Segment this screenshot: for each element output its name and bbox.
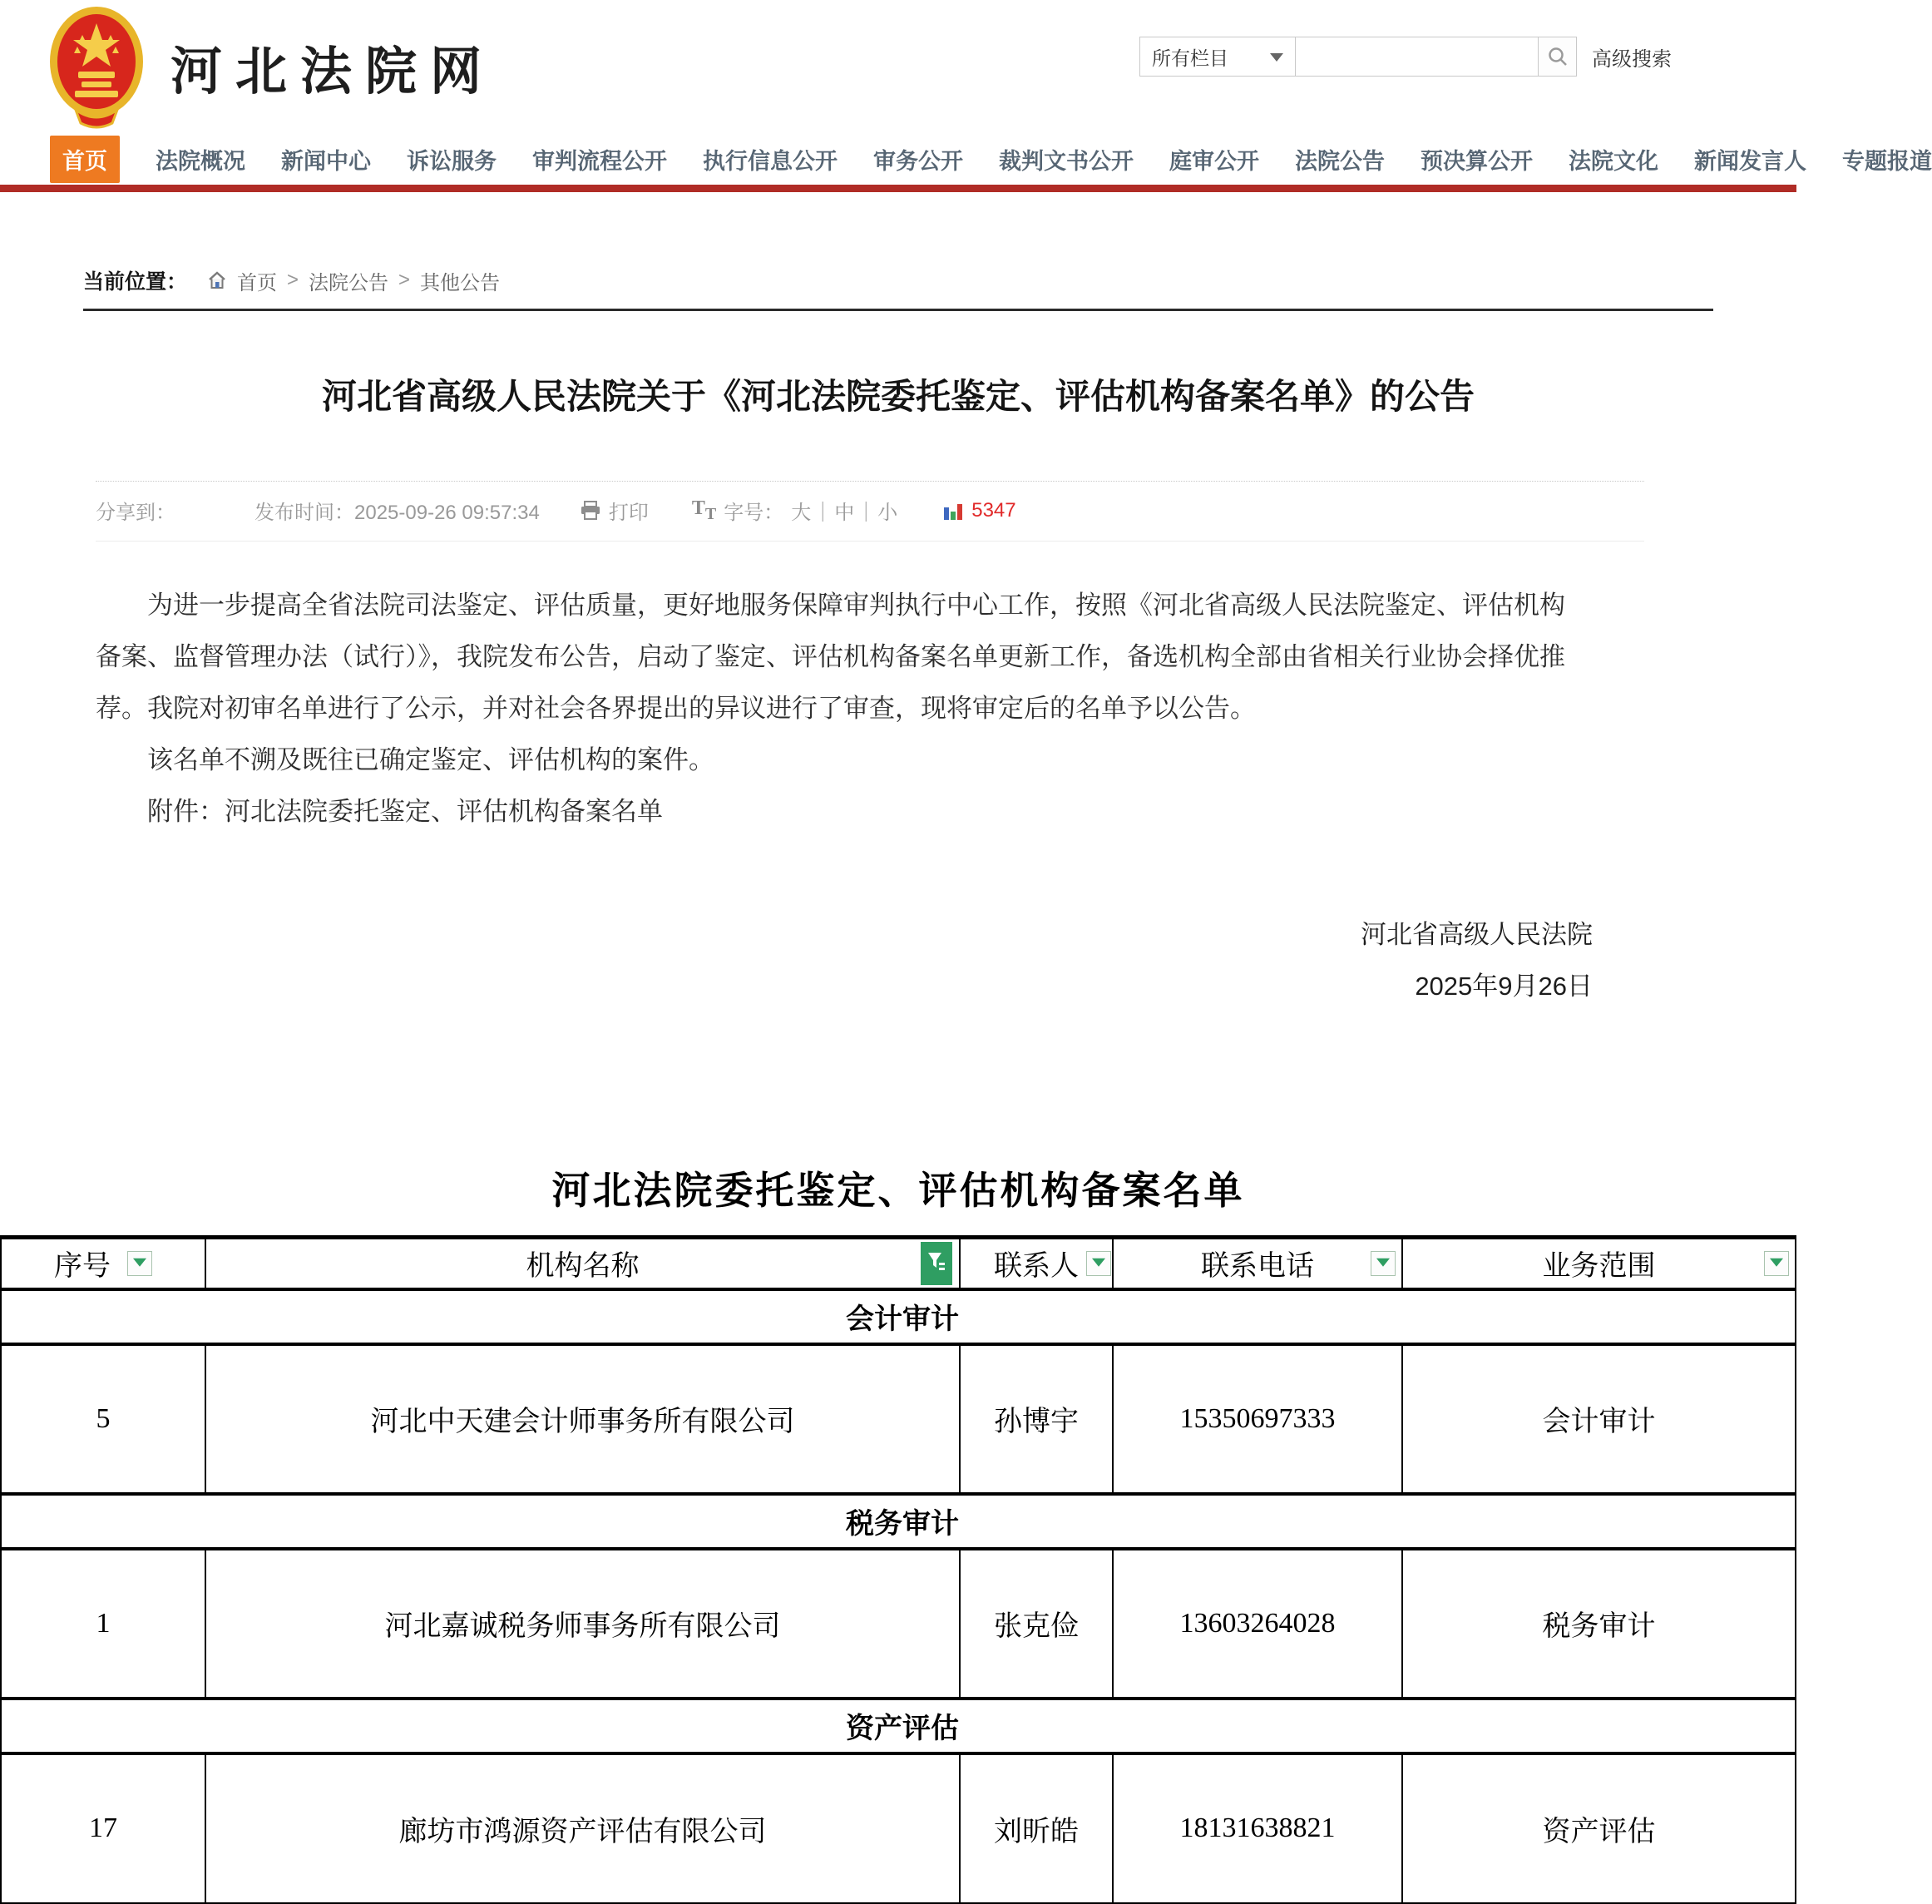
breadcrumb-home[interactable]: 首页: [237, 271, 278, 294]
cell-org-name: 河北中天建会计师事务所有限公司: [205, 1344, 960, 1494]
article-body: [96, 580, 1569, 838]
site-header: [0, 0, 1796, 133]
national-emblem-logo: [47, 5, 146, 128]
group-row-accounting-audit: [1, 1289, 1796, 1344]
view-count-icon: [942, 500, 964, 522]
column-header-business-scope: 业务范围: [1402, 1238, 1796, 1289]
nav-item-court-overview[interactable]: 法院概况: [156, 148, 245, 174]
cell-phone: 18131638821: [1113, 1753, 1402, 1903]
group-label: 税务审计: [1, 1494, 1796, 1549]
filter-dropdown-icon[interactable]: [1086, 1251, 1111, 1276]
group-row-asset-appraisal: [1, 1699, 1796, 1753]
search-button[interactable]: [1539, 37, 1577, 77]
attachment-link[interactable]: 附件：河北法院委托鉴定、评估机构备案名单: [147, 797, 663, 826]
search-icon: [1547, 46, 1569, 67]
signature-date: 2025年9月26日: [1415, 972, 1593, 1001]
advanced-search-link[interactable]: 高级搜索: [1592, 47, 1672, 71]
cell-business-scope: 资产评估: [1402, 1753, 1796, 1903]
column-header-org-name: 机构名称: [205, 1238, 960, 1289]
breadcrumb-label: 当前位置：: [83, 270, 188, 294]
share-label[interactable]: 分享到：: [96, 502, 175, 524]
nav-item-court-culture[interactable]: 法院文化: [1569, 148, 1658, 174]
nav-item-litigation-service[interactable]: 诉讼服务: [407, 148, 497, 174]
publish-time-value: 2025-09-26 09:57:34: [354, 502, 540, 524]
paragraph: 该名单不溯及既往已确定鉴定、评估机构的案件。: [147, 745, 714, 774]
cell-org-name: 廊坊市鸿源资产评估有限公司: [205, 1753, 960, 1903]
publish-time: [254, 496, 540, 525]
table-row: [1, 1549, 1796, 1699]
cell-contact: 张克俭: [960, 1549, 1113, 1699]
cell-business-scope: 会计审计: [1402, 1344, 1796, 1494]
cell-index: 17: [1, 1753, 205, 1903]
font-size-options[interactable]: 大｜中｜小: [791, 502, 900, 524]
nav-item-court-announcements[interactable]: 法院公告: [1295, 148, 1385, 174]
breadcrumb: [83, 265, 1713, 295]
nav-item-trial-process[interactable]: 审判流程公开: [532, 148, 667, 174]
search-input[interactable]: [1296, 37, 1539, 77]
article-signature: [0, 909, 1796, 1012]
view-count: [942, 499, 1015, 522]
nav-item-spokesperson[interactable]: 新闻发言人: [1694, 148, 1806, 174]
home-icon: [207, 270, 227, 290]
search-category-select[interactable]: [1139, 37, 1296, 77]
article-meta-bar: [96, 481, 1644, 542]
nav-item-budget[interactable]: 预决算公开: [1421, 148, 1533, 174]
filter-dropdown-icon[interactable]: [1371, 1251, 1396, 1276]
paragraph: 为进一步提高全省法院司法鉴定、评估质量，更好地服务保障审判执行中心工作，按照《河北省高级人民法院鉴定、评估机构备案、监督管理办法（试行）》，我院发布公告，启动了鉴定、评估机构备案名单更新工作，备选机构全部由省相关行业协会择优推荐。我院对初审名单进行了公示，并对社会各界提出的异议进行了审查，现将审定后的名单予以公告。: [96, 591, 1565, 723]
article-title: 河北省高级人民法院关于《河北法院委托鉴定、评估机构备案名单》的公告: [321, 377, 1475, 416]
cell-org-name: 河北嘉诚税务师事务所有限公司: [205, 1549, 960, 1699]
group-row-tax-audit: [1, 1494, 1796, 1549]
view-count-value: 5347: [971, 498, 1016, 522]
header-divider-bar: [0, 185, 1796, 192]
cell-phone: 15350697333: [1113, 1344, 1402, 1494]
column-header-index: 序号: [1, 1238, 205, 1289]
nav-item-special-reports[interactable]: 专题报道: [1842, 148, 1932, 174]
breadcrumb-divider: [83, 309, 1713, 311]
chevron-down-icon: [1270, 53, 1283, 68]
nav-item-news-center[interactable]: 新闻中心: [281, 148, 371, 174]
roster-table: [0, 1235, 1796, 1904]
search-bar: [1139, 37, 1672, 77]
cell-contact: 刘昕皓: [960, 1753, 1113, 1903]
group-label: 资产评估: [1, 1699, 1796, 1753]
cell-phone: 13603264028: [1113, 1549, 1402, 1699]
cell-contact: 孙博宇: [960, 1344, 1113, 1494]
signature-org: 河北省高级人民法院: [1361, 920, 1593, 949]
nav-item-judgment-documents[interactable]: 裁判文书公开: [999, 148, 1134, 174]
site-title: 河北法院网: [170, 43, 496, 101]
font-size-label: 字号：: [724, 502, 784, 524]
nav-item-court-hearing[interactable]: 庭审公开: [1169, 148, 1259, 174]
column-header-phone: 联系电话: [1113, 1238, 1402, 1289]
active-filter-icon[interactable]: [921, 1242, 952, 1285]
breadcrumb-separator: >: [287, 269, 299, 291]
filter-dropdown-icon[interactable]: [1764, 1251, 1789, 1276]
main-nav: [0, 133, 1932, 185]
roster-header-row: [1, 1238, 1796, 1289]
nav-item-judicial-affairs[interactable]: 审务公开: [873, 148, 963, 174]
breadcrumb-other-announcements[interactable]: 其他公告: [420, 271, 501, 294]
breadcrumb-separator: >: [398, 269, 411, 291]
font-size-icon: $T_T$: [691, 497, 717, 523]
printer-icon: [580, 501, 601, 521]
table-row: [1, 1344, 1796, 1494]
nav-item-home[interactable]: 首页: [50, 136, 120, 183]
nav-item-enforcement-info[interactable]: 执行信息公开: [703, 148, 838, 174]
filter-dropdown-icon[interactable]: [127, 1251, 152, 1276]
column-header-contact: 联系人: [960, 1238, 1113, 1289]
publish-time-label: 发布时间：: [254, 502, 354, 524]
search-category-value: 所有栏目: [1152, 47, 1228, 69]
cell-index: 5: [1, 1344, 205, 1494]
font-size-control[interactable]: [692, 496, 899, 525]
roster-section: [0, 1160, 1796, 1904]
print-button[interactable]: [580, 496, 649, 525]
roster-title: 河北法院委托鉴定、评估机构备案名单: [551, 1170, 1245, 1212]
print-label: 打印: [608, 502, 649, 524]
breadcrumb-court-announcements[interactable]: 法院公告: [309, 271, 389, 294]
cell-index: 1: [1, 1549, 205, 1699]
table-row: [1, 1753, 1796, 1903]
group-label: 会计审计: [1, 1289, 1796, 1344]
cell-business-scope: 税务审计: [1402, 1549, 1796, 1699]
